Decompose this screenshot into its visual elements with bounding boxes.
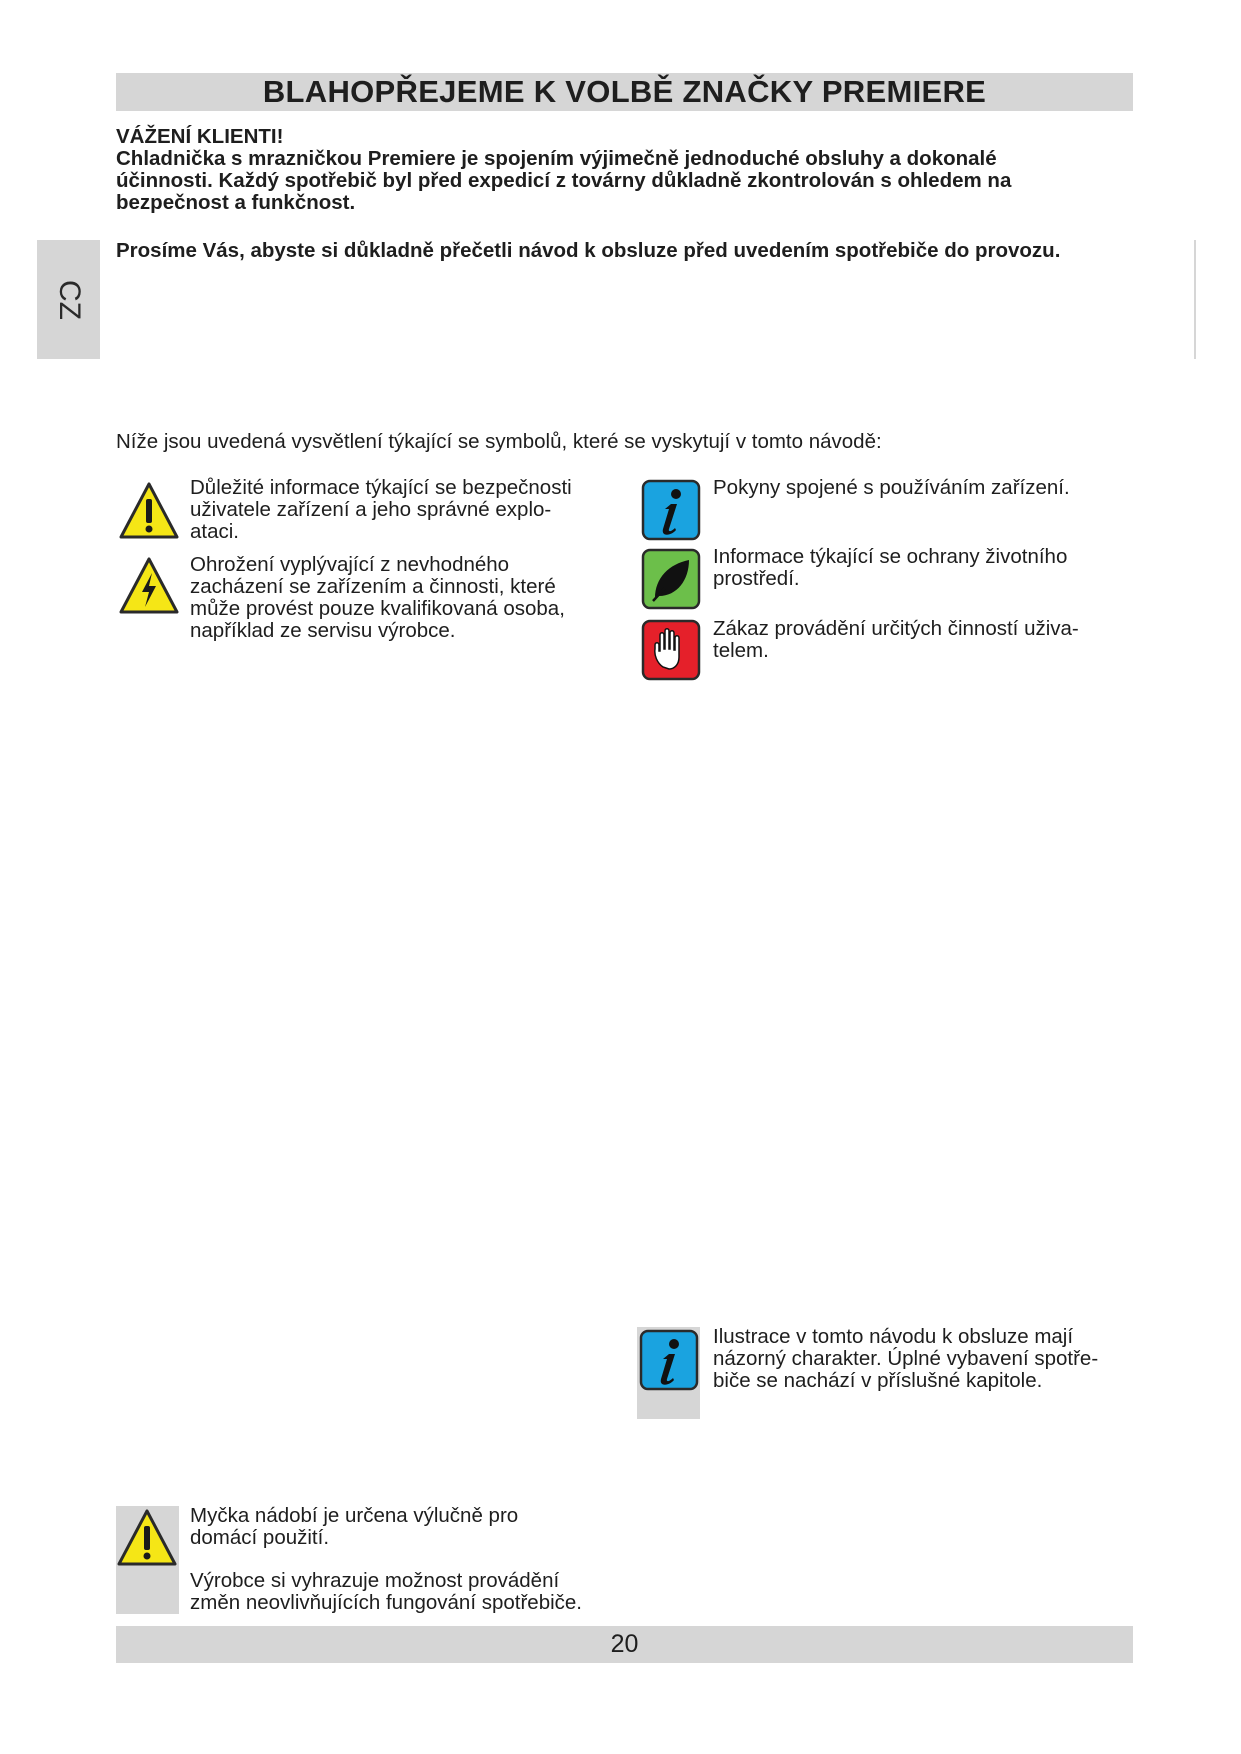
intro-section (116, 126, 1156, 214)
info-icon (639, 1329, 699, 1391)
intro-line: bezpečnost a funkčnost. (116, 191, 356, 214)
page-title: BLAHOPŘEJEME K VOLBĚ ZNAČKY PREMIERE (262, 74, 987, 109)
read-manual-request: Prosíme Vás, abyste si důkladně přečetli návod k obsluze před uvedením spotřebiče do provozu. (116, 239, 1061, 262)
intro-line: účinnosti. Každý spotřebič byl před expedicí z továrny důkladně zkontrolován s ohledem na (116, 169, 1012, 192)
language-tab-label: CZ (52, 279, 86, 320)
leaf-icon (641, 548, 701, 610)
page-number: 20 (610, 1630, 639, 1658)
domestic-use-note: Myčka nádobí je určena výlučně pro domácí použití. (190, 1504, 519, 1549)
symbol-prohibition-description: Zákaz provádění určitých činností uživa- telem. (713, 617, 1079, 662)
info-icon (641, 479, 701, 541)
warning-exclamation-icon (116, 1508, 178, 1568)
stop-hand-icon (641, 619, 701, 681)
symbol-hazard-description: Ohrožení vyplývající z nevhodného zacházení se zařízením a činnosti, které může provést pouze kvalifikovaná osoba, například ze servisu výrobce. (190, 553, 565, 642)
symbol-environment-description: Informace týkající se ochrany životního prostředí. (713, 545, 1068, 590)
warning-exclamation-icon (118, 481, 180, 541)
symbols-heading: Níže jsou uvedená vysvětlení týkající se symbolů, které se vyskytují v tomto návodě: (116, 430, 882, 453)
symbol-safety-description: Důležité informace týkající se bezpečnosti uživatele zařízení a jeho správné explo- ataci. (190, 476, 572, 543)
warning-lightning-icon (118, 556, 180, 616)
symbol-usage-description: Pokyny spojené s používáním zařízení. (713, 476, 1070, 499)
manufacturer-changes-note: Výrobce si vyhrazuje možnost provádění změn neovlivňujících fungování spotřebiče. (190, 1569, 583, 1614)
illustration-note: Ilustrace v tomto návodu k obsluze mají názorný charakter. Úplné vybavení spotře- biče se nachází v příslušné kapitole. (713, 1325, 1099, 1392)
margin-line (1194, 240, 1196, 359)
intro-line: Chladnička s mrazničkou Premiere je spojením výjimečně jednoduché obsluhy a dokonalé (116, 147, 997, 170)
greeting: VÁŽENÍ KLIENTI! (116, 125, 284, 148)
